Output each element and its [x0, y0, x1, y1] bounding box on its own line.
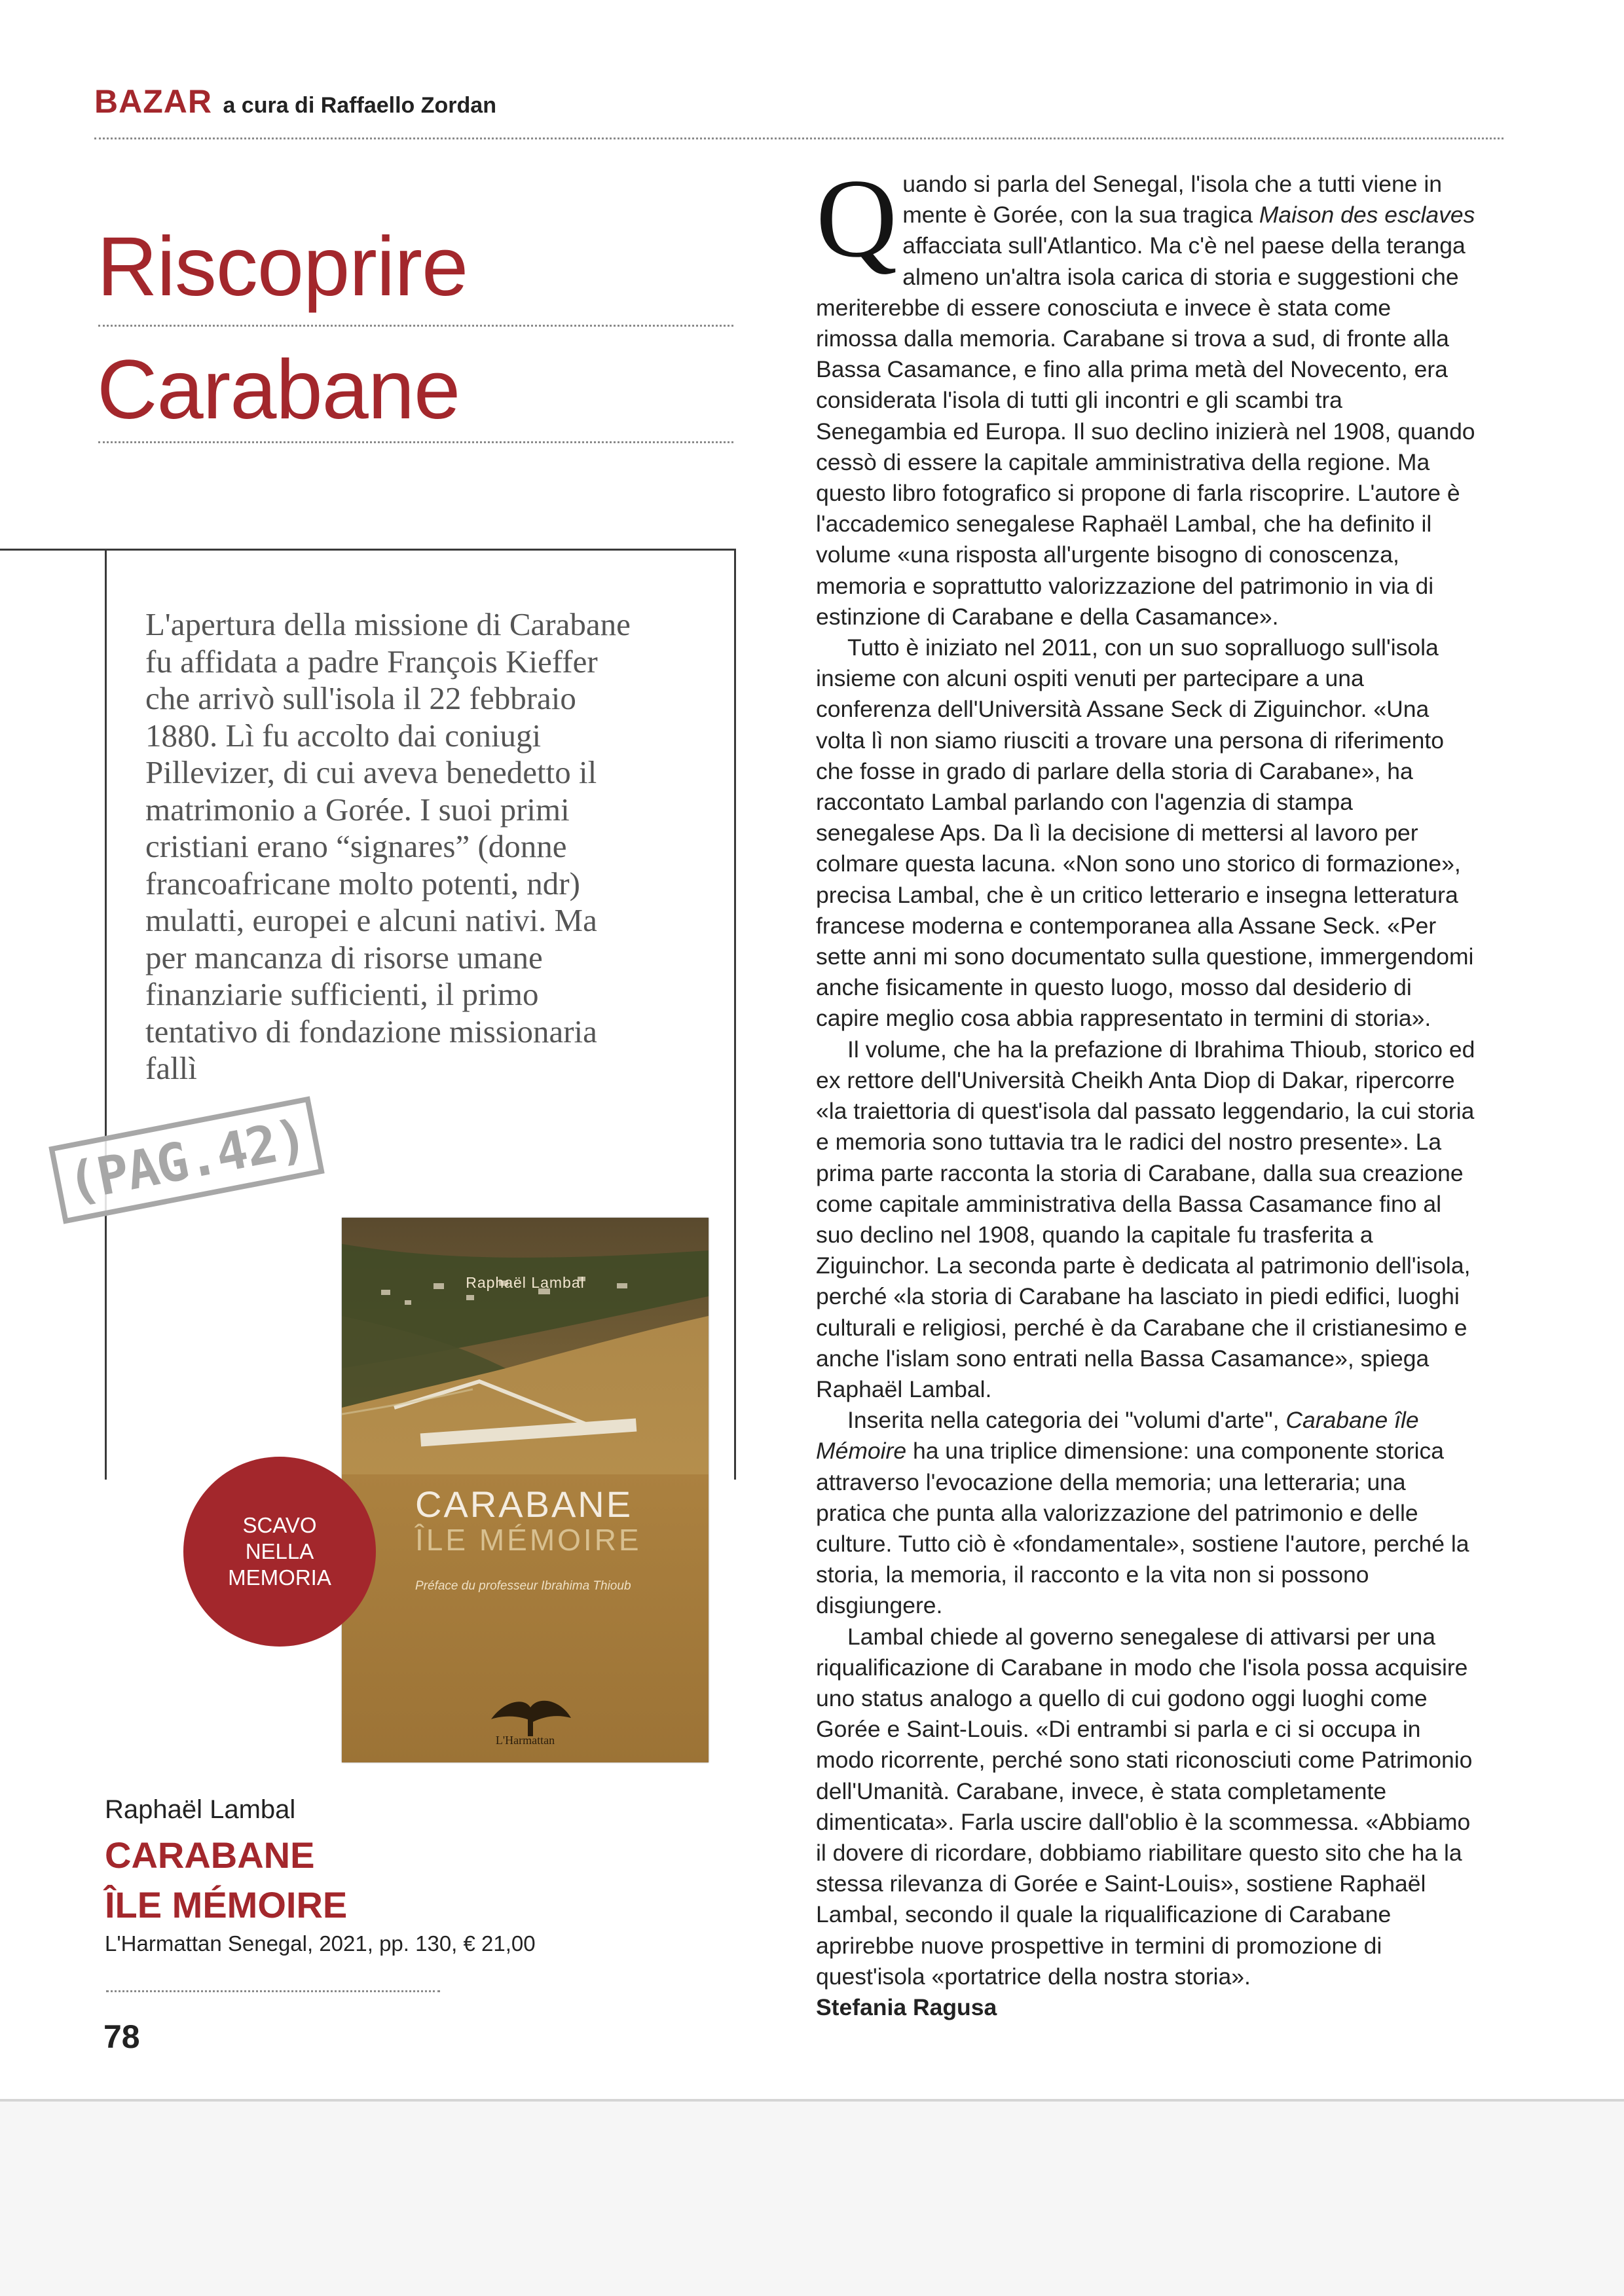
sidebar-quote: L'apertura della missione di Carabane fu affidata a padre François Kieffer che arrivò sull'isola il 22 febbraio 1880. Lì fu accolto dai coniugi Pillevizer, di cui aveva benedetto il matrimonio a Gorée. I suoi primi cristiani erano “signares” (donne francoafricane molto potenti, ndr) mulatti, europei e alcuni nativi. Ma per mancanza di risorse umane finanziarie sufficienti, il primo tentativo di fondazione missionaria fallì	[145, 606, 631, 1086]
section-curator: a cura di Raffaello Zordan	[223, 93, 496, 118]
section-name: BAZAR	[94, 83, 212, 120]
title-line-1: Riscoprire	[97, 220, 468, 314]
cover-preface: Préface du professeur Ibrahima Thioub	[415, 1579, 631, 1593]
sidebar-box-rule	[105, 549, 107, 1480]
article-author: Stefania Ragusa	[816, 1994, 997, 2020]
book-title	[105, 1831, 347, 1930]
title-line-2: Carabane	[97, 343, 460, 437]
title-divider-2	[98, 441, 733, 443]
book-title-line-2: ÎLE MÉMOIRE	[105, 1884, 348, 1925]
book-cover	[342, 1218, 709, 1762]
badge-line-2: NELLA	[245, 1539, 314, 1563]
cover-subtitle: ÎLE MÉMOIRE	[415, 1523, 642, 1557]
book-title-line-1: CARABANE	[105, 1834, 315, 1876]
article-paragraph-4: Inserita nella categoria dei "volumi d'arte", Carabane île Mémoire ha una triplice dimensione: una componente storica attraverso l'evocazione della memoria; una letteraria; una pratica che punta alla valorizzazione del patrimonio e delle culture. Tutto ciò è «fondamentale», sostiene l'autore, perché la storia, la memoria, il racconto e la vita non si possono disgiungere.	[816, 1407, 1469, 1619]
article-paragraph-2: Tutto è iniziato nel 2011, con un suo sopralluogo sull'isola insieme con alcuni ospiti venuti per partecipare a una conferenza dell'Università Assane Seck di Ziguinchor. «Una volta lì non siamo riusciti a trovare una persona di riferimento che fosse in grado di parlare della storia di Carabane», ha raccontato Lambal parlando con l'agenzia di stampa senegalese Aps. Da lì la decisione di mettersi al lavoro per colmare questa lacuna. «Non sono uno storico di formazione», precisa Lambal, che è un critico letterario e insegna letteratura francese moderna e contemporanea alla Assane Seck. «Per sette anni mi sono documentato sulla questione, immergendomi anche fisicamente in questo luogo, mosso dal desiderio di capire meglio cosa abbia rappresentato in termini di storia».	[816, 634, 1474, 1032]
cover-title: CARABANE	[415, 1484, 633, 1525]
cover-aerial-photo	[342, 1218, 709, 1474]
article-body	[816, 156, 1476, 2023]
article-paragraph-5: Lambal chiede al governo senegalese di attivarsi per una riqualificazione di Carabane in modo che l'isola possa acquisire uno status analogo a quello di cui godono oggi luoghi come Gorée e Saint-Louis. «Di entrambi si parla e ci si occupa in modo ricorrente, perché sono stati riconosciuti come Patrimonio dell'Umanità. Carabane, invece, è stata completamente dimenticata». Farla uscire dall'oblio è la scommessa. «Abbiamo il dovere di ricordare, dobbiamo riabilitare questo sito che ha la stessa rilevanza di Gorée e Saint-Louis», sostiene Raphaël Lambal, secondo il quale la riqualificazione di Carabane aprirebbe nuove prospettive in termini di promozione di quest'isola «portatrice della nostra storia».	[816, 1623, 1473, 1990]
article-paragraph-3: Il volume, che ha la prefazione di Ibrahima Thioub, storico ed ex rettore dell'Università Cheikh Anta Diop di Dakar, ripercorre «la traiettoria di quest'isola dal passato leggendario, la cui storia e memoria sono tuttavia tra le radici del nostro presente». La prima parte racconta la storia di Carabane, dalla sua creazione come capitale amministrativa della Bassa Casamance fino al suo declino nel 1908, quando la capitale fu trasferita a Ziguinchor. La seconda parte è dedicata al patrimonio dell'isola, perché «la storia di Carabane ha lasciato in piedi edifici, luoghi culturali e religiosi, perché è da Carabane che il cristianesimo e anche l'islam sono entrati nella Bassa Casamance», spiega Raphaël Lambal.	[816, 1036, 1475, 1402]
page-reference-stamp: (PAG.42)	[48, 1096, 324, 1224]
section-header	[94, 82, 496, 120]
badge-line-3: MEMORIA	[228, 1565, 331, 1590]
drop-cap: Q	[816, 156, 898, 281]
header-divider	[94, 137, 1504, 139]
book-info-divider	[106, 1990, 440, 1992]
book-details: L'Harmattan Senegal, 2021, pp. 130, € 21,00	[105, 1931, 536, 1956]
page-number: 78	[103, 2018, 140, 2055]
book-author: Raphaël Lambal	[105, 1795, 296, 1824]
cover-publisher: L'Harmattan	[495, 1734, 555, 1747]
page-bottom-margin	[0, 2102, 1624, 2296]
badge-line-1: SCAVO	[242, 1513, 317, 1537]
article-paragraph-1: Quando si parla del Senegal, l'isola che a tutti viene in mente è Gorée, con la sua tragica Maison des esclaves affacciata sull'Atlantico. Ma c'è nel paese della teranga almeno un'altra isola carica di storia e suggestioni che meriterebbe di essere conosciuta e invece è stata come rimossa dalla memoria. Carabane si trova a sud, di fronte alla Bassa Casamance, e fino alla prima metà del Novecento, era considerata l'isola di tutti gli incontri e gli scambi tra Senegambia ed Europa. Il suo declino inizierà nel 1908, quando cessò di essere la capitale amministrativa della regione. Ma questo libro fotografico si propone di farla riscoprire. L'autore è l'accademico senegalese Raphaël Lambal, che ha definito il volume «una risposta all'urgente bisogno di conoscenza, memoria e soprattutto valorizzazione del patrimonio in via di estinzione di Carabane e della Casamance».	[816, 156, 1475, 630]
memory-badge	[183, 1457, 376, 1647]
title-divider-1	[98, 325, 733, 327]
cover-author: Raphaël Lambal	[466, 1274, 585, 1291]
